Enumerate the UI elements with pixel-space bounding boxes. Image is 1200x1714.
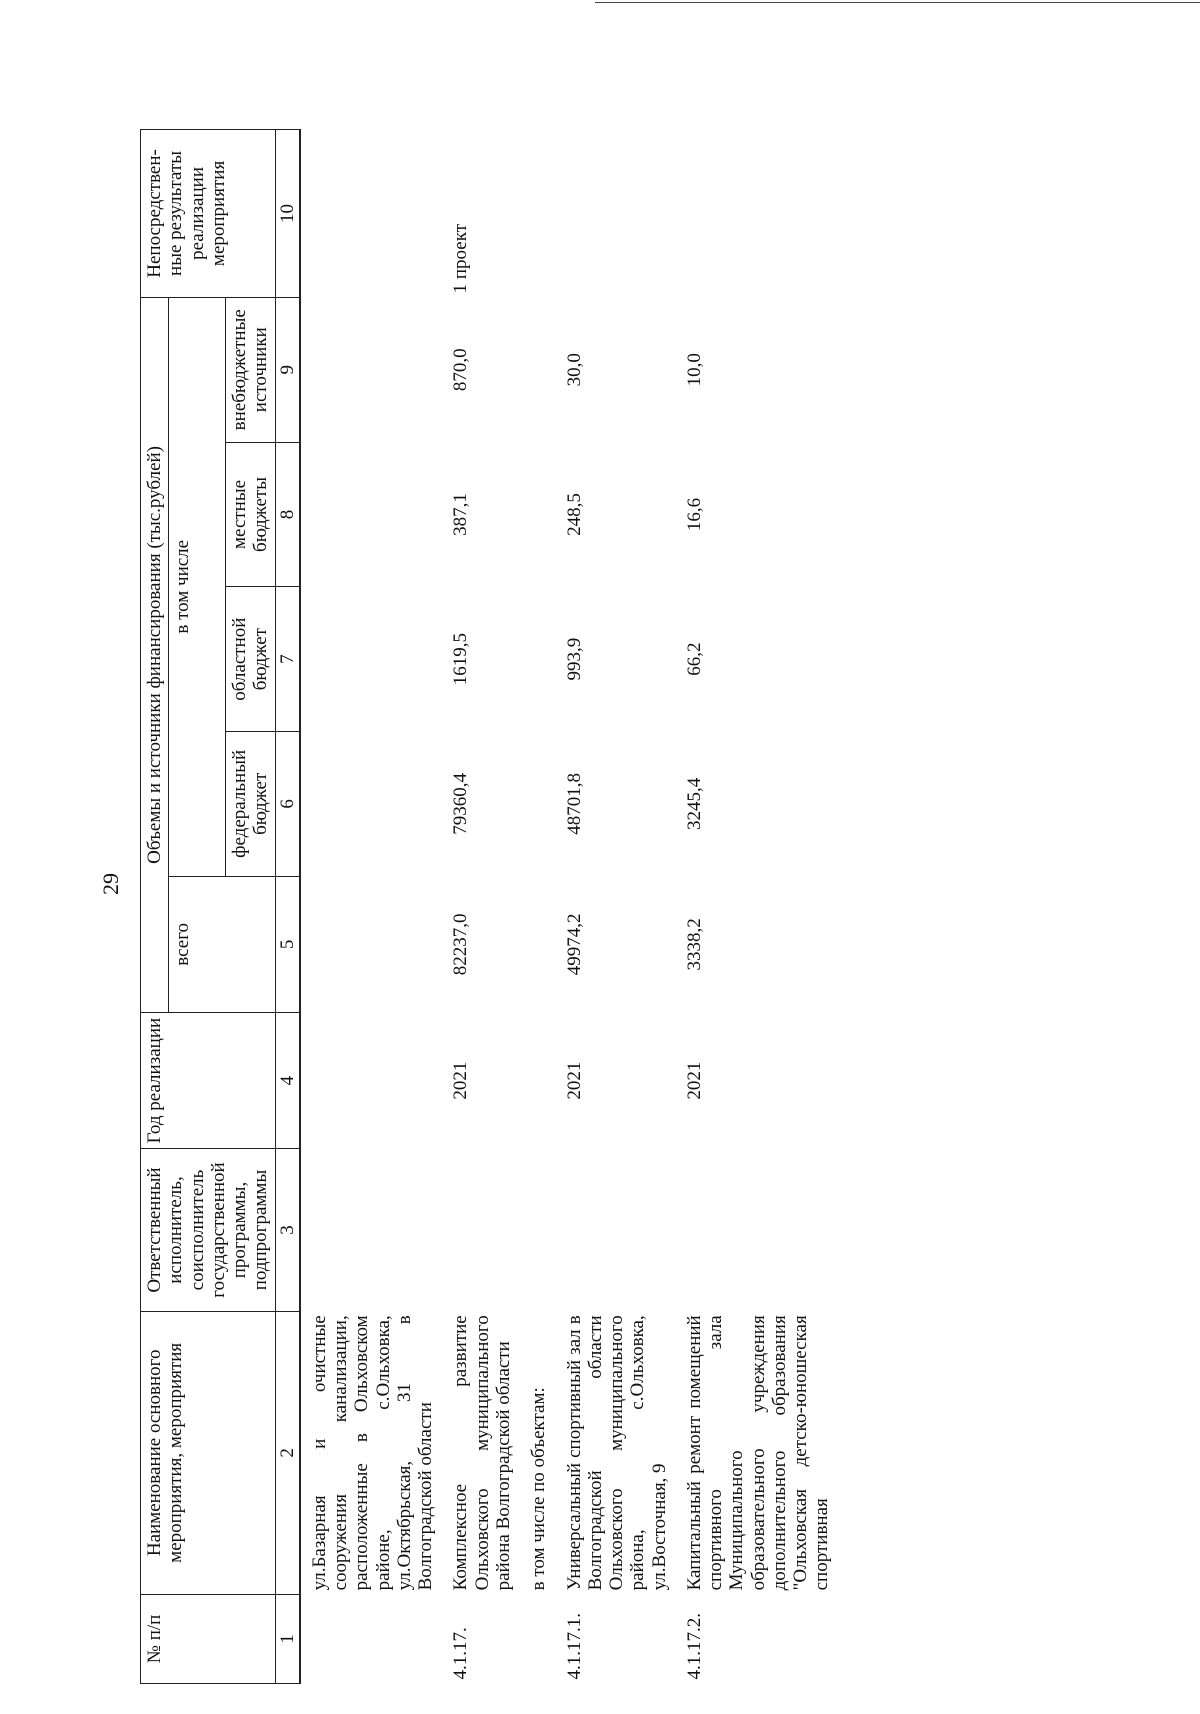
row-total: 3338,2 [683, 918, 705, 971]
row-regional: 1619,5 [450, 633, 472, 686]
header-local: местные бюджеты [226, 442, 276, 587]
column-number: 2 [275, 1311, 300, 1594]
row-num: 4.1.17.2. [683, 1613, 705, 1680]
header-regional: областной бюджет [226, 587, 276, 732]
row-responsible [520, 1149, 555, 1312]
table-row [442, 130, 520, 1684]
financing-table [140, 129, 839, 1684]
header-federal: федеральный бюджет [226, 731, 276, 876]
row-responsible [300, 1149, 443, 1312]
row-federal: 79360,4 [450, 772, 472, 835]
column-number: 4 [275, 1012, 300, 1148]
table-body [300, 130, 839, 1684]
row-year: 2021 [683, 1061, 705, 1100]
header-result: Непосредствен-ные результаты реализации мероприятия [141, 130, 276, 298]
row-regional [300, 587, 443, 732]
row-extrabudget: 870,0 [450, 348, 472, 392]
row-regional: 66,2 [683, 642, 705, 676]
row-name: Капитальный ремонт помещений спортивного зала Муниципального образовательного учреждения дополнительного образования "Ольховская детско-юношеская спортивная [683, 1315, 833, 1591]
table-row [676, 130, 839, 1684]
row-total: 82237,0 [450, 913, 472, 976]
row-name: ул.Базарная и очистные сооружения канализации, расположенные в Ольховском районе, с.Ольховка, ул.Октябрьская, 31 в Волгоградской области [308, 1315, 437, 1591]
header-extrabudget: внебюджетные источники [226, 297, 276, 442]
row-result: 1 проект [450, 224, 472, 294]
column-number: 5 [275, 876, 300, 1012]
row-num: 4.1.17. [450, 1627, 472, 1680]
row-result [520, 130, 555, 298]
column-number: 6 [275, 731, 300, 876]
row-responsible [556, 1149, 676, 1312]
column-number: 10 [275, 130, 300, 298]
row-federal: 48701,8 [563, 772, 585, 835]
row-num [520, 1594, 555, 1683]
row-local: 248,5 [563, 493, 585, 536]
row-federal: 3245,4 [683, 777, 705, 830]
row-responsible [676, 1149, 839, 1312]
row-local: 387,1 [450, 493, 472, 536]
header-year: Год реализации [141, 1012, 276, 1148]
row-federal [300, 731, 443, 876]
table-header [141, 130, 300, 1684]
column-number: 3 [275, 1149, 300, 1312]
row-local: 16,6 [683, 497, 705, 532]
header-name: Наименование основного мероприятия, мероприятия [141, 1311, 276, 1594]
column-number: 9 [275, 297, 300, 442]
header-total: всего [169, 876, 275, 1012]
column-number: 7 [275, 587, 300, 732]
row-extrabudget [300, 297, 443, 442]
page-number: 29 [98, 873, 123, 895]
row-extrabudget: 30,0 [563, 353, 585, 387]
row-responsible [442, 1149, 520, 1312]
row-name: Комплексное развитие Ольховского муниципального района Волгоградской области [450, 1315, 514, 1591]
row-regional: 993,9 [563, 637, 585, 681]
row-local [520, 442, 555, 587]
row-num: 4.1.17.1. [563, 1613, 585, 1680]
row-extrabudget [520, 297, 555, 442]
row-local [300, 442, 443, 587]
column-number: 1 [275, 1594, 300, 1683]
row-year [520, 1012, 555, 1148]
column-number: 8 [275, 442, 300, 587]
row-year [300, 1012, 443, 1148]
row-extrabudget: 10,0 [683, 353, 705, 387]
row-total [300, 876, 443, 1012]
row-year: 2021 [563, 1061, 585, 1100]
header-financing: Объемы и источники финансирования (тыс.рублей) [141, 297, 169, 1012]
row-total: 49974,2 [563, 913, 585, 976]
row-num [300, 1594, 443, 1683]
table-row [556, 130, 676, 1684]
header-responsible: Ответственный исполнитель, соисполнитель государственной программы, подпрограммы [141, 1149, 276, 1312]
row-result [556, 130, 676, 298]
row-regional [520, 587, 555, 732]
row-total [520, 876, 555, 1012]
row-result [676, 130, 839, 298]
row-name: Универсальный спортивный зал в Волгоградской области Ольховского муниципального района, с.Ольховка, ул.Восточная, 9 [563, 1315, 670, 1591]
table-row [520, 130, 555, 1684]
row-federal [520, 731, 555, 876]
row-name: в том числе по объектам: [528, 1387, 550, 1591]
row-year: 2021 [450, 1061, 472, 1100]
column-number-row [275, 130, 300, 1684]
header-including: в том числе [169, 297, 226, 876]
row-result [300, 130, 443, 298]
table-row [300, 130, 443, 1684]
header-num: № п/п [141, 1594, 276, 1683]
